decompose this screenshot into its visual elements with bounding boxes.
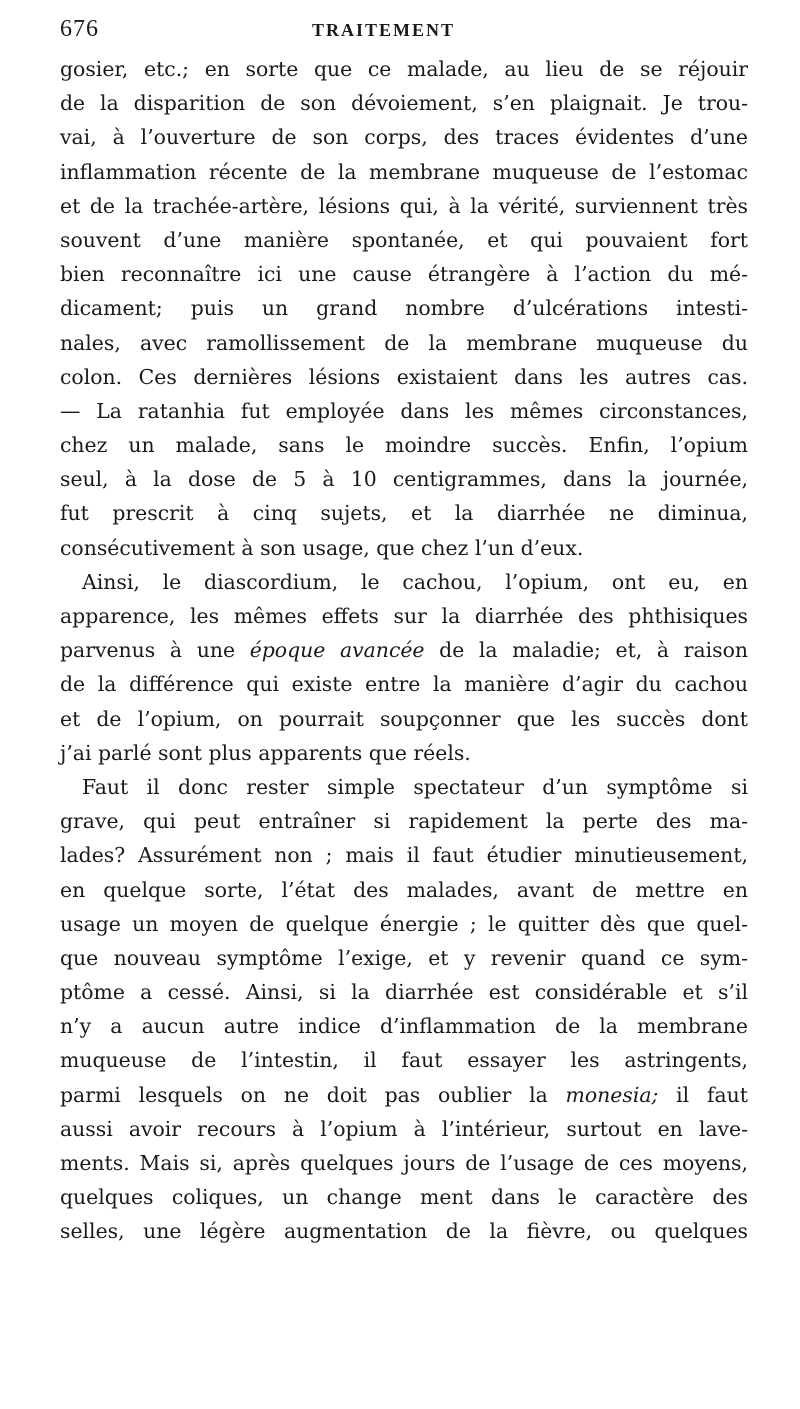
text-segment: parmi lesquels on ne doit pas oublier la [60,1082,548,1107]
text-line-with-italic [60,633,748,667]
text-line: nales, avec ramollissement de la membrane muqueuse du [60,330,748,355]
text-line: fut prescrit à cinq sujets, et la diarrhée ne diminua, [60,501,748,526]
text-line: vai, à l’ouverture de son corps, des traces évidentes d’une [60,125,748,150]
text-line: colon. Ces dernières lésions existaient dans les autres cas. [60,364,748,389]
text-line: bien reconnaître ici une cause étrangère à l’action du mé- [60,262,748,287]
text-line: aussi avoir recours à l’opium à l’intérieur, surtout en lave- [60,1116,748,1141]
text-line: ptôme a cessé. Ainsi, si la diarrhée est considérable et s’il [60,980,748,1005]
text-segment: il faut [676,1082,748,1107]
text-line: que nouveau symptôme l’exige, et y revenir quand ce sym- [60,945,748,970]
text-line: gosier, etc.; en sorte que ce malade, au lieu de se réjouir [60,57,748,81]
text-line: de la disparition de son dévoiement, s’en plaignait. Je trou- [60,91,748,116]
text-line: j’ai parlé sont plus apparents que réels. [60,740,471,765]
text-line: seul, à la dose de 5 à 10 centigrammes, dans la journée, [60,467,748,492]
text-segment: parvenus à une [60,638,236,663]
text-line: et de l’opium, on pourrait soupçonner que les succès dont [60,706,748,731]
book-page [60,14,748,1394]
page-number: 676 [60,16,99,42]
text-line: de la différence qui existe entre la manière d’agir du cachou [60,672,748,697]
text-line-with-italic [60,1078,748,1112]
text-line: et de la trachée-artère, lésions qui, à la vérité, surviennent très [60,193,748,218]
text-line: selles, une légère augmentation de la fièvre, ou quelques [60,1219,748,1244]
italic-term-epoque-avancee: époque avancée [249,638,425,663]
text-line: consécutivement à son usage, que chez l’un d’eux. [60,535,584,560]
text-line: chez un malade, sans le moindre succès. Enfin, l’opium [60,433,748,458]
italic-term-monesia: monesia; [565,1082,659,1107]
text-line: muqueuse de l’intestin, il faut essayer les astringents, [60,1048,748,1073]
text-line: — La ratanhia fut employée dans les mêmes circonstances, [60,398,748,423]
text-line: inflammation récente de la membrane muqueuse de l’estomac [60,159,748,184]
text-line: usage un moyen de quelque énergie ; le quitter dès que quel- [60,911,748,936]
text-line: Faut il donc rester simple spectateur d’un symptôme si [82,774,748,799]
body-text [60,52,748,1249]
text-line: grave, qui peut entraîner si rapidement la perte des ma- [60,809,748,834]
text-line: en quelque sorte, l’état des malades, avant de mettre en [60,877,748,902]
text-line: quelques coliques, un change ment dans le caractère des [60,1185,748,1210]
running-title: TRAITEMENT [312,20,456,40]
running-head [60,14,748,54]
text-line: souvent d’une manière spontanée, et qui pouvaient fort [60,227,748,252]
text-segment: de la maladie; et, à raison [439,638,748,663]
text-line: apparence, les mêmes effets sur la diarrhée des phthisiques [60,604,748,628]
text-line: n’y a aucun autre indice d’inflammation de la membrane [60,1014,748,1039]
text-line: ments. Mais si, après quelques jours de l’usage de ces moyens, [60,1151,748,1175]
text-line: dicament; puis un grand nombre d’ulcérations intesti- [60,296,748,321]
text-line: lades? Assurément non ; mais il faut étudier minutieusement, [60,843,748,868]
text-line: Ainsi, le diascordium, le cachou, l’opium, ont eu, en [82,569,748,594]
